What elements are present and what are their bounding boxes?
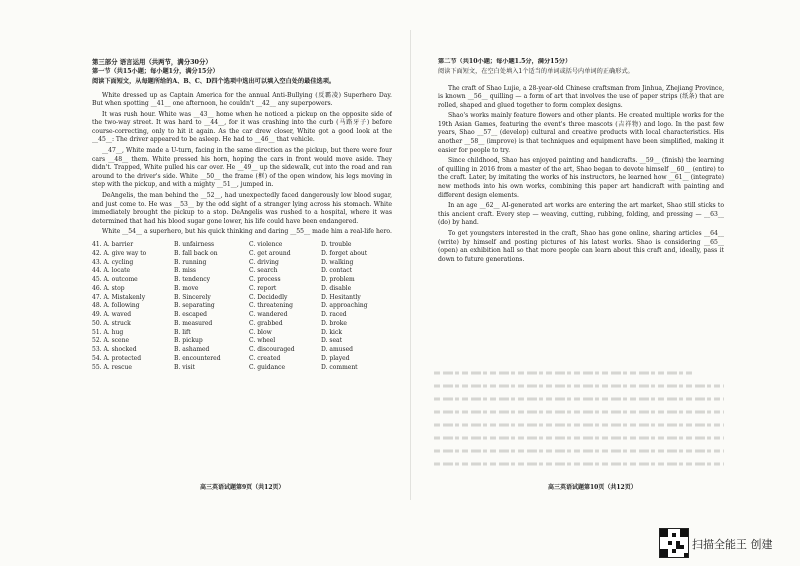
passage-paragraph: The craft of Shao Lujie, a 28-year-old Chinese craftsman from Jinhua, Zhejiang Province, is known __56__ quilling — a form of art that involves the use of paper strips (纸条) that are rolled, shaped and glued together to form complex designs. xyxy=(438,84,724,109)
option-row xyxy=(92,346,392,355)
passage-paragraph: White __54__ a superhero, but his quick thinking and daring __55__ made him a real-life hero. xyxy=(102,228,392,236)
option-a: 48. A. following xyxy=(92,302,140,310)
option-d: D. approaching xyxy=(321,302,368,310)
option-c: C. guidance xyxy=(249,363,286,371)
option-b: B. tendency xyxy=(174,276,211,283)
option-row xyxy=(92,355,392,364)
section-title: 第三部分 语言运用（共两节，满分30分） xyxy=(92,58,212,66)
bleed-through-texture xyxy=(434,362,726,472)
option-row xyxy=(92,276,392,285)
option-row xyxy=(92,337,392,346)
scanner-watermark: 扫描全能王 创建 xyxy=(692,538,773,551)
option-d: D. walking xyxy=(321,258,354,266)
option-d: D. Hesitantly xyxy=(321,293,361,301)
passage-paragraph: It was rush hour. White was __43__ home when he noticed a pickup on the opposite side of the two-way street. It was hard to __44__, for it was crashing into the curb (马路牙子) before course-correcting, only to hit it again. As the car drew closer, White got a good look at the __45__: The driver appeared to be asleep. He had to __46__ that vehicle. xyxy=(92,110,392,144)
option-d: D. problem xyxy=(321,276,355,283)
option-d: D. broke xyxy=(321,319,347,327)
option-b: B. encountered xyxy=(174,354,221,362)
option-d: D. comment xyxy=(321,363,358,371)
option-d: D. trouble xyxy=(321,241,352,248)
option-a: 51. A. hug xyxy=(92,328,124,336)
left-page-footer: 高三英语试题第9页（共12页） xyxy=(200,484,285,491)
option-d: D. forget about xyxy=(321,249,368,257)
option-row xyxy=(92,364,392,373)
option-b: B. ashamed xyxy=(174,346,210,353)
option-b: B. move xyxy=(174,284,199,292)
option-a: 55. A. rescue xyxy=(92,363,132,371)
option-row xyxy=(92,302,392,311)
option-row xyxy=(92,294,392,303)
option-b: B. separating xyxy=(174,302,215,310)
passage-paragraph: __47__, White made a U-turn, facing in the same direction as the pickup, but there were four cars __48__ them. White pressed his horn, hoping the cars in front would move aside. They didn't. Trapped, White pulled his car over. He __49__ up the sidewalk, cut into the road and ran around to the driver's side. White __50__ the frame (框) of the open window, his legs moving in step with the pickup, and with a mighty __51__, jumped in. xyxy=(92,147,392,189)
left-page xyxy=(92,58,392,498)
option-d: D. disable xyxy=(321,284,352,292)
option-b: B. Sincerely xyxy=(174,293,211,301)
option-b: B. unfairness xyxy=(174,241,215,248)
passage-paragraph: Since childhood, Shao has enjoyed painting and handicrafts. __59__ (finish) the learning of quilling in 2016 from a master of the art, Shao began to devote himself __60__ (entire) to the craft. Later, by imitating the works of his instructors, he learned how __61__ (integrate) new methods into his own works, combining this paper art handicraft with painting and different design elements. xyxy=(438,157,724,199)
option-row xyxy=(92,311,392,320)
option-d: D. contact xyxy=(321,267,353,275)
option-b: B. visit xyxy=(174,363,195,371)
option-b: B. pickup xyxy=(174,337,203,345)
option-a: 44. A. locate xyxy=(92,267,131,275)
option-b: B. fall back on xyxy=(174,249,218,257)
option-a: 52. A. scene xyxy=(92,337,130,345)
options-list xyxy=(92,241,392,372)
part1-instructions: 阅读下面短文，从每题所给的A、B、C、D四个选项中选出可以填入空白处的最佳选项。 xyxy=(92,78,336,85)
option-c: C. report xyxy=(249,284,277,292)
passage-paragraph: In an age __62__ AI-generated art works are entering the art market, Shao still sticks to this ancient craft. Every step — weaving, cutting, rubbing, folding, and pressing — __63__ (do) by hand. xyxy=(438,202,724,227)
qr-code-icon xyxy=(659,528,689,558)
option-c: C. wandered xyxy=(249,311,288,318)
option-row xyxy=(92,329,392,338)
option-a: 46. A. stop xyxy=(92,284,125,292)
option-a: 45. A. outcome xyxy=(92,276,138,283)
option-row xyxy=(92,267,392,276)
option-a: 49. A. waved xyxy=(92,311,132,318)
option-c: C. Decidedly xyxy=(249,293,288,301)
option-row xyxy=(92,285,392,294)
option-row xyxy=(92,250,392,259)
option-b: B. running xyxy=(174,258,207,266)
qr-code-graphic xyxy=(660,529,688,557)
option-d: D. played xyxy=(321,354,350,362)
option-c: C. grabbed xyxy=(249,319,283,327)
bleed-through-lines xyxy=(434,362,726,472)
option-d: D. raced xyxy=(321,311,347,318)
part2-title: 第二节（共10小题；每小题1.5分，满分15分） xyxy=(438,58,572,65)
option-d: D. kick xyxy=(321,328,342,336)
right-page-footer: 高三英语试题第10页（共12页） xyxy=(548,484,637,491)
passage-paragraph: To get youngsters interested in the craft, Shao has gone online, sharing articles __64__ (write) by himself and posting pictures of his latest works. Shao is considering __65__ (open) an exhibition hall so that more people can learn about this craft and, ideally, pass it down to future generations. xyxy=(438,230,724,263)
part1-title: 第一节（共15小题；每小题1分，满分15分） xyxy=(92,68,219,75)
option-a: 42. A. give way to xyxy=(92,249,147,257)
option-a: 50. A. struck xyxy=(92,319,131,327)
option-row xyxy=(92,259,392,268)
passage-paragraph: DeAngelis, the man behind the __52__, had unexpectedly faced dangerously low blood sugar, and just come to. He was __53__ by the odd sight of a stranger lying across his stomach. White immediately brought the pickup to a stop. DeAngelis was rushed to a hospital, where it was determined that had his blood sugar gone lower, his life could have been endangered. xyxy=(92,192,392,225)
option-row xyxy=(92,241,392,250)
option-c: C. driving xyxy=(249,258,279,266)
option-c: C. blow xyxy=(249,328,272,336)
option-b: B. lift xyxy=(174,328,191,336)
option-a: 41. A. barrier xyxy=(92,241,134,248)
option-c: C. violence xyxy=(249,241,283,248)
passage-paragraph: White dressed up as Captain America for the annual Anti-Bullying (反霸凌) Superhero Day. But when spotting __41__ one afternoon, he couldn't __42__ any superpowers. xyxy=(92,91,392,108)
option-a: 53. A. shocked xyxy=(92,346,137,353)
option-c: C. process xyxy=(249,276,281,283)
option-row xyxy=(92,320,392,329)
option-d: D. amused xyxy=(321,346,354,353)
part2-instructions: 阅读下面短文，在空白处填入1个适当的单词或括号内单词的正确形式。 xyxy=(438,68,634,75)
option-c: C. discouraged xyxy=(249,346,295,353)
option-b: B. miss xyxy=(174,267,196,275)
option-c: C. search xyxy=(249,267,278,275)
option-c: C. created xyxy=(249,354,281,362)
option-c: C. wheel xyxy=(249,337,276,345)
option-c: C. threatening xyxy=(249,302,293,310)
option-d: D. seat xyxy=(321,337,343,345)
option-a: 43. A. cycling xyxy=(92,258,134,266)
option-a: 47. A. Mistakenly xyxy=(92,293,146,301)
option-b: B. measured xyxy=(174,319,213,327)
option-a: 54. A. protected xyxy=(92,354,142,362)
option-c: C. get around xyxy=(249,249,291,257)
page-fold xyxy=(410,30,411,500)
option-b: B. escaped xyxy=(174,311,208,318)
passage-paragraph: Shao's works mainly feature flowers and other plants. He created multiple works for the 19th Asian Games, featuring the event's three mascots (吉祥物) and logo. In the past few years, Shao __57__ (develop) cultural and creative products with local characteristics. His another __58__ (improve) is that techniques and equipment have been simplified, making it easier for people to try. xyxy=(438,112,724,154)
